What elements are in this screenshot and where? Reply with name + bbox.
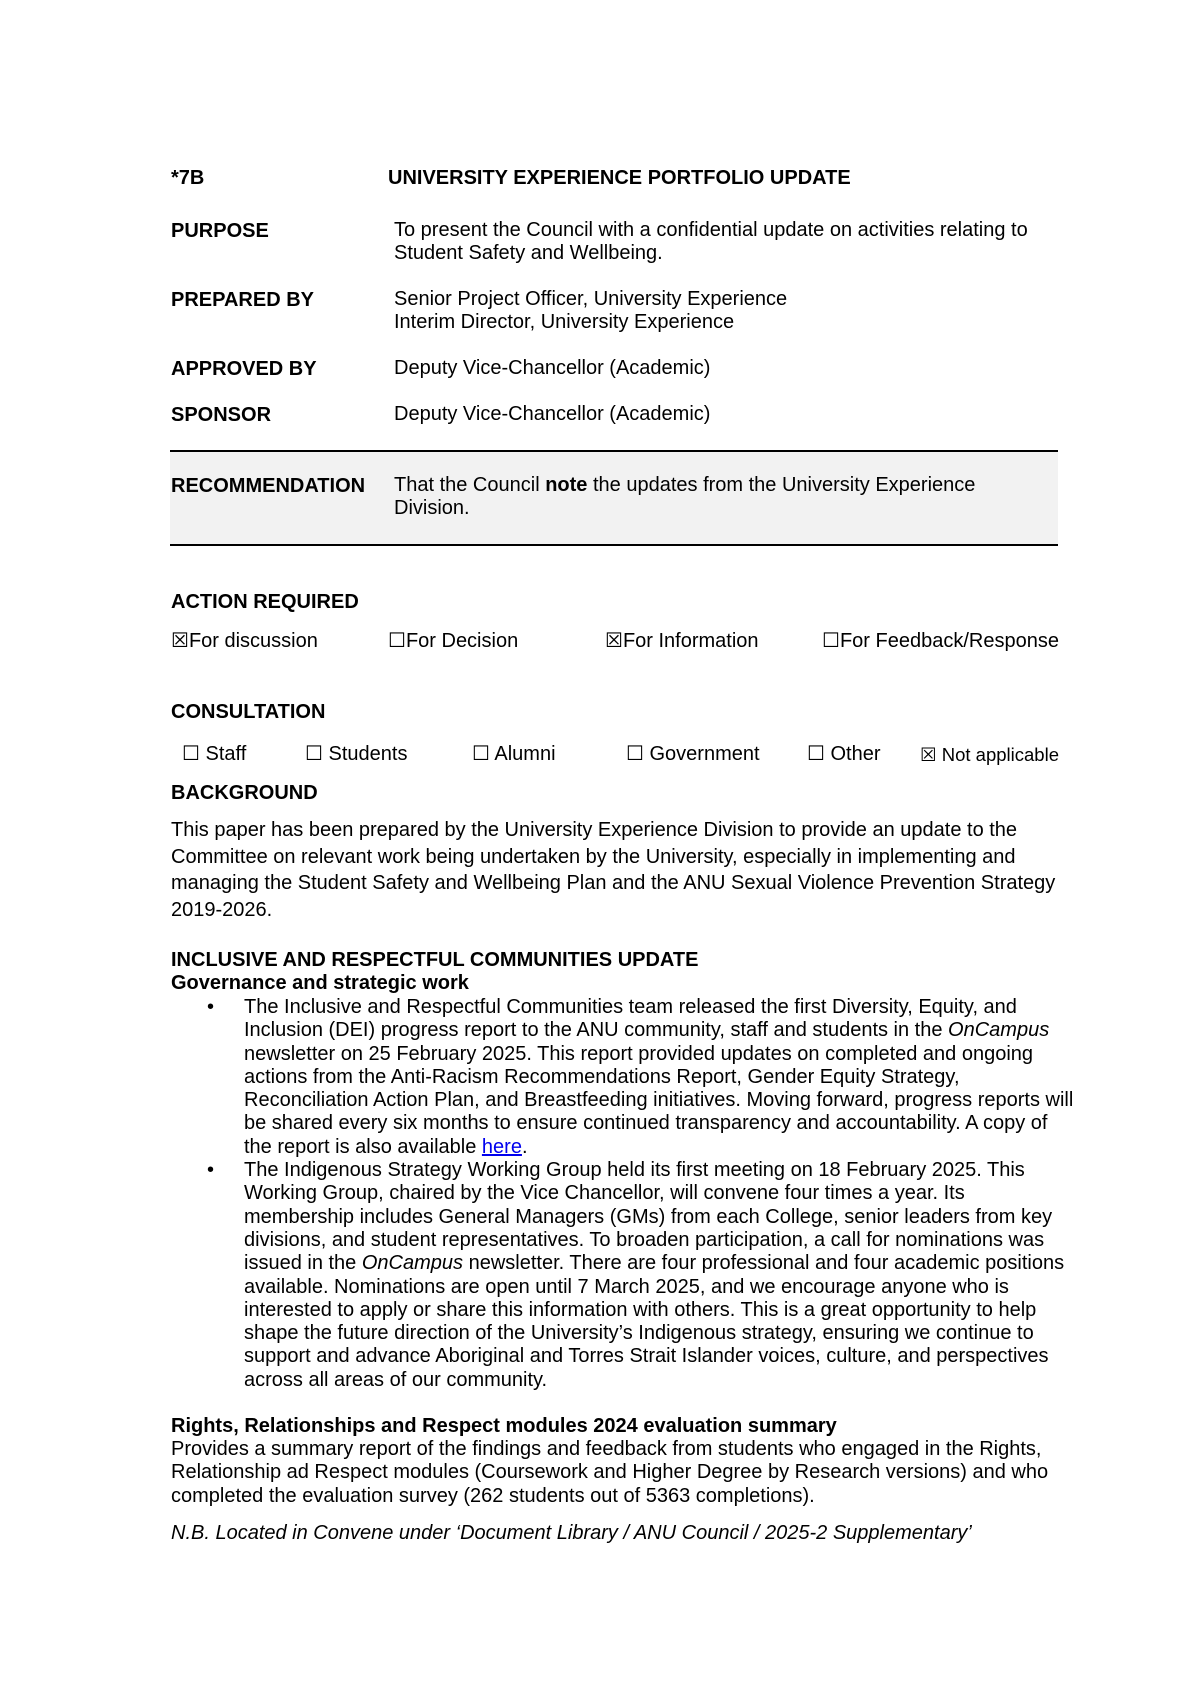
recommendation-line: That the Council note the updates from the University Experience xyxy=(394,474,976,496)
background-line: This paper has been prepared by the University Experience Division to provide an update to the xyxy=(171,819,1018,841)
checkbox-empty-icon: ☐ xyxy=(182,743,200,765)
checkbox-checked-icon: ☒ xyxy=(920,744,937,765)
recommendation-label: RECOMMENDATION xyxy=(171,475,366,497)
sponsor-value: Deputy Vice-Chancellor (Academic) xyxy=(394,403,711,425)
recommendation-line: Division. xyxy=(394,497,470,519)
background-paragraph xyxy=(171,817,1091,923)
bullet-icon: • xyxy=(207,1159,215,1182)
action-option-discussion[interactable]: ☒For discussion xyxy=(171,630,318,652)
rrr-line: Relationship ad Respect modules (Coursework and Higher Degree by Research versions) and who xyxy=(171,1461,1049,1484)
checkbox-checked-icon: ☒ xyxy=(171,630,189,652)
background-line: Committee on relevant work being undertaken by the University, especially in implementing and xyxy=(171,845,1016,868)
checkbox-empty-icon: ☐ xyxy=(822,630,840,652)
consultation-option-alumni[interactable]: ☐ Alumni xyxy=(472,743,556,765)
prepared-by-label: PREPARED BY xyxy=(171,289,314,311)
rrr-heading: Rights, Relationships and Respect modules 2024 evaluation summary xyxy=(171,1415,837,1437)
inclusive-heading: INCLUSIVE AND RESPECTFUL COMMUNITIES UPDATE xyxy=(171,949,699,971)
item-number: *7B xyxy=(171,167,205,189)
action-required-heading: ACTION REQUIRED xyxy=(171,591,359,613)
rrr-paragraph xyxy=(171,1438,1091,1508)
background-heading: BACKGROUND xyxy=(171,782,318,804)
rrr-line: Provides a summary report of the findings and feedback from students who engaged in the Rights, xyxy=(171,1438,1042,1460)
page-title: UNIVERSITY EXPERIENCE PORTFOLIO UPDATE xyxy=(388,167,851,189)
approved-by-label: APPROVED BY xyxy=(171,358,317,380)
rrr-line: completed the evaluation survey (262 students out of 5363 completions). xyxy=(171,1484,815,1507)
report-link[interactable]: here xyxy=(481,1135,522,1158)
checkbox-checked-icon: ☒ xyxy=(605,630,623,652)
checkbox-empty-icon: ☐ xyxy=(388,630,406,652)
action-option-information[interactable]: ☒For Information xyxy=(605,630,759,652)
consultation-option-staff[interactable]: ☐ Staff xyxy=(182,743,247,765)
checkbox-empty-icon: ☐ xyxy=(305,743,323,765)
list-item: • The Indigenous Strategy Working Group held its first meeting on 18 February 2025. This Working Group, chaired by the Vice Chancellor, will convene four times a year. Its membership includes General Managers (GMs) from each College, senior leaders from key divisions, and student representatives. To broaden participation, a call for nominations was issued in the OnCampus newsletter. There are four professional and four academic positions available. Nominations are open until 7 March 2025, and we encourage anyone who is interested to apply or share this information with others. This is a great opportunity to help shape the future direction of the University’s Indigenous strategy, ensuring we continue to support and advance Aboriginal and Torres Strait Islander voices, culture, and perspectives across all areas of our community. xyxy=(207,1159,1065,1391)
purpose-line: To present the Council with a confidential update on activities relating to xyxy=(394,219,1028,241)
consultation-heading: CONSULTATION xyxy=(171,701,326,723)
consultation-option-government[interactable]: ☐ Government xyxy=(626,743,760,765)
list-item: • The Inclusive and Respectful Communities team released the first Diversity, Equity, and Inclusion (DEI) progress report to the ANU community, staff and students in the OnCampus newsletter on 25 February 2025. This report provided updates on completed and ongoing actions from the Anti-Racism Recommendations Report, Gender Equity Strategy, Reconciliation Action Plan, and Breastfeeding initiatives. Moving forward, progress reports will be shared every six months to ensure continued transparency and accountability. A copy of the report is also available here. xyxy=(207,996,1074,1158)
approved-by-value: Deputy Vice-Chancellor (Academic) xyxy=(394,357,711,379)
checkbox-empty-icon: ☐ xyxy=(807,743,825,765)
location-note: N.B. Located in Convene under ‘Document Library / ANU Council / 2025-2 Supplementary’ xyxy=(171,1522,972,1544)
prepared-by-line: Interim Director, University Experience xyxy=(394,311,735,333)
purpose-line: Student Safety and Wellbeing. xyxy=(394,242,663,264)
governance-bullet-list xyxy=(171,996,1091,1392)
recommendation-emphasis: note xyxy=(545,474,588,496)
action-option-decision[interactable]: ☐For Decision xyxy=(388,630,519,652)
checkbox-empty-icon: ☐ xyxy=(472,743,490,765)
consultation-option-other[interactable]: ☐ Other xyxy=(807,743,881,765)
background-line: 2019-2026. xyxy=(171,898,273,921)
sponsor-label: SPONSOR xyxy=(171,404,272,426)
bullet-icon: • xyxy=(207,996,215,1018)
purpose-value xyxy=(394,219,1028,265)
governance-subheading: Governance and strategic work xyxy=(171,972,469,994)
checkbox-empty-icon: ☐ xyxy=(626,743,644,765)
recommendation-value xyxy=(394,474,975,520)
action-option-feedback[interactable]: ☐For Feedback/Response xyxy=(822,630,1059,652)
consultation-option-students[interactable]: ☐ Students xyxy=(305,743,408,765)
prepared-by-line: Senior Project Officer, University Experience xyxy=(394,288,788,310)
consultation-option-not-applicable[interactable]: ☒ Not applicable xyxy=(920,744,1059,765)
background-line: managing the Student Safety and Wellbeing Plan and the ANU Sexual Violence Prevention Strategy xyxy=(171,872,1056,894)
purpose-label: PURPOSE xyxy=(171,220,269,242)
prepared-by-value xyxy=(394,288,787,334)
